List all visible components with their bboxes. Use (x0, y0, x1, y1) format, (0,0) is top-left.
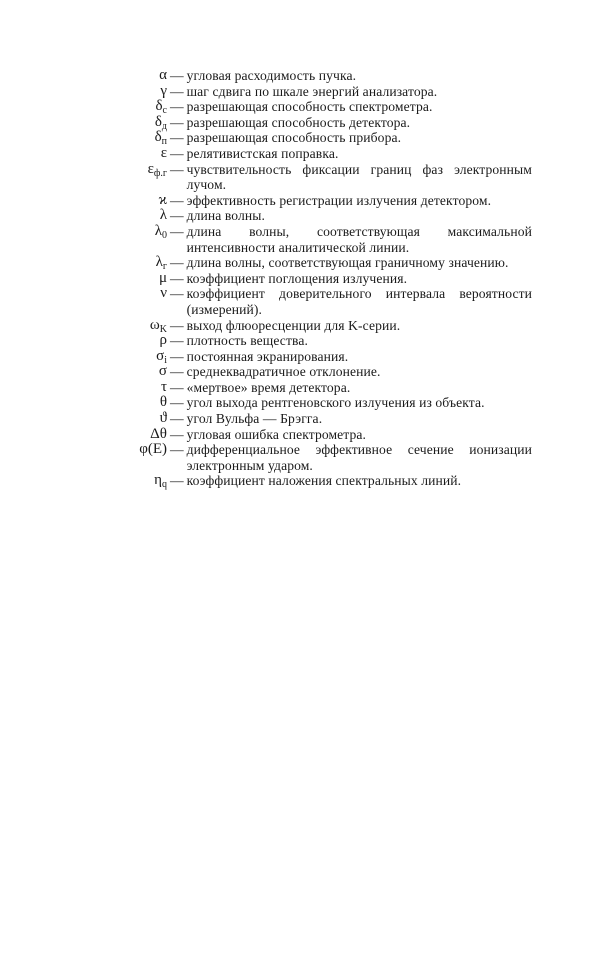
entry-symbol: φ(E) (139, 441, 167, 458)
entry-definition: «мертвое» время детектора. (186, 379, 351, 395)
entry-symbol: ϑ (159, 410, 167, 427)
entry-symbol: Δθ (150, 425, 167, 442)
entry-symbol: $\lambda_0$ (154, 222, 167, 241)
glossary-entry (100, 411, 532, 427)
entry-definition: релятивистская поправка. (186, 145, 339, 161)
glossary-entry (100, 115, 532, 131)
glossary-entry (100, 99, 532, 115)
entry-definition: угол выхода рентгеновского излучения из объекта. (186, 395, 485, 411)
entry-definition: коэффициент поглощения излучения. (186, 270, 408, 286)
glossary-entry (100, 68, 532, 84)
entry-definition: постоянная экранирования. (186, 348, 349, 364)
entry-definition: угловая расходимость пучка. (186, 68, 357, 83)
entry-dash: — (170, 364, 184, 380)
entry-symbol: $\delta_с$ (155, 98, 167, 117)
entry-dash: — (170, 114, 184, 130)
glossary-entry (100, 193, 532, 209)
glossary-entry (100, 318, 532, 334)
entry-definition: длина волны, соответствующая максимальной интенсивности аналитической линии. (186, 223, 532, 255)
entry-dash: — (170, 270, 184, 286)
glossary-entry (100, 427, 532, 443)
entry-definition: дифференциальное эффективное сечение ионизации электронным ударом. (186, 442, 532, 473)
entry-dash: — (170, 333, 184, 349)
entry-symbol: ϰ (158, 191, 167, 208)
glossary-entry (100, 271, 532, 287)
entry-dash: — (170, 208, 184, 224)
entry-definition: среднеквадратичное отклонение. (186, 364, 381, 380)
entry-definition: шаг сдвига по шкале энергий анализатора. (186, 83, 438, 99)
entry-dash: — (170, 379, 184, 395)
entry-dash: — (170, 223, 184, 239)
entry-symbol: γ (160, 82, 167, 99)
entry-definition: длина волны. (186, 208, 266, 224)
glossary-entry (100, 162, 532, 193)
glossary-entry (100, 208, 532, 224)
entry-symbol: ρ (159, 332, 167, 349)
entry-definition: чувствительность фиксации границ фаз электронным лучом. (186, 161, 532, 193)
entry-symbol: $\eta_q$ (154, 472, 167, 491)
entry-definition: разрешающая способность прибора. (186, 130, 402, 146)
entry-definition: коэффициент доверительного интервала вероятности (измерений). (186, 286, 532, 317)
glossary-entry (100, 286, 532, 317)
entry-symbol: λ (159, 207, 167, 224)
entry-definition: угол Вульфа — Брэгга. (186, 411, 323, 427)
entry-dash: — (170, 161, 184, 177)
entry-symbol: ε (160, 144, 167, 161)
entry-dash: — (170, 255, 184, 271)
entry-symbol: ν (160, 285, 167, 302)
entry-dash: — (170, 473, 184, 489)
entry-dash: — (170, 68, 184, 83)
entry-definition: разрешающая способность спектрометра. (186, 99, 433, 115)
entry-dash: — (170, 442, 184, 458)
entry-definition: плотность вещества. (186, 333, 308, 349)
entry-symbol: $\omega_K$ (149, 316, 167, 335)
entry-dash: — (170, 130, 184, 146)
glossary-entry (100, 395, 532, 411)
entry-dash: — (170, 99, 184, 115)
entry-symbol: $\lambda_г$ (155, 254, 167, 273)
glossary-entry (100, 130, 532, 146)
entry-definition: угловая ошибка спектрометра. (186, 426, 367, 442)
entry-symbol: $\varepsilon_{ф.г}$ (147, 160, 167, 179)
glossary-entry (100, 146, 532, 162)
entry-symbol: $\delta_д$ (154, 113, 167, 132)
glossary-entry (100, 349, 532, 365)
glossary-entry (100, 333, 532, 349)
glossary-entry (100, 255, 532, 271)
entry-dash: — (170, 348, 184, 364)
glossary-entry (100, 442, 532, 473)
entry-symbol: σ (158, 363, 167, 380)
entry-symbol: α (159, 67, 167, 83)
entry-symbol: θ (159, 394, 167, 411)
entry-symbol: $\delta_п$ (154, 129, 167, 148)
entry-definition: длина волны, соответствующая граничному значению. (186, 255, 509, 271)
entry-dash: — (170, 286, 184, 302)
entry-definition: выход флюоресценции для K-серии. (186, 317, 401, 333)
entry-symbol: $\sigma_i$ (156, 347, 167, 366)
glossary-entry (100, 84, 532, 100)
entry-symbol: μ (158, 269, 167, 286)
entry-dash: — (170, 411, 184, 427)
entry-definition: эффективность регистрации излучения детектором. (186, 192, 492, 208)
glossary-entry (100, 364, 532, 380)
glossary-entry (100, 473, 532, 489)
entry-definition: разрешающая способность детектора. (186, 114, 411, 130)
symbol-glossary (100, 68, 532, 489)
entry-dash: — (170, 426, 184, 442)
entry-dash: — (170, 192, 184, 208)
entry-definition: коэффициент наложения спектральных линий. (186, 473, 462, 489)
entry-dash: — (170, 145, 184, 161)
entry-dash: — (170, 395, 184, 411)
glossary-entry (100, 224, 532, 255)
entry-symbol: τ (160, 378, 167, 395)
entry-dash: — (170, 83, 184, 99)
glossary-entry (100, 380, 532, 396)
entry-dash: — (170, 317, 184, 333)
